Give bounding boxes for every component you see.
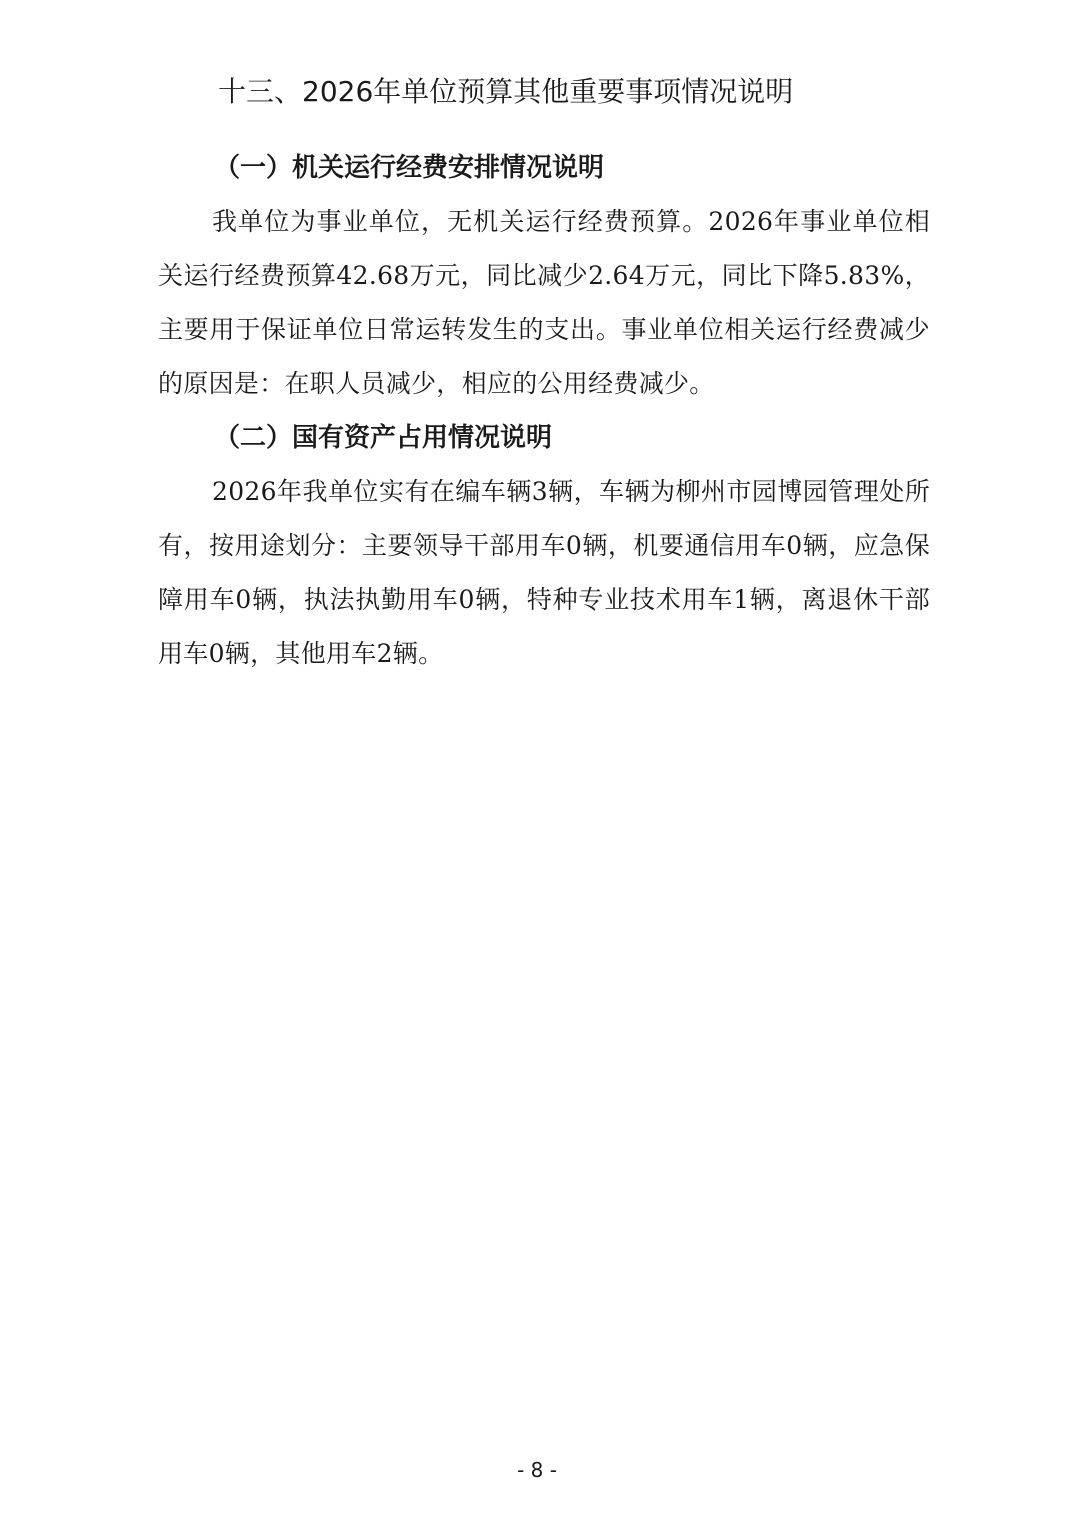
- subsection-heading-state-assets: （二）国有资产占用情况说明: [214, 423, 553, 453]
- paragraph-operating-expenses: 我单位为事业单位，无机关运行经费预算。2026年事业单位相关运行经费预算42.68万元，同比减少2.64万元，同比下降5.83%，主要用于保证单位日常运转发生的支出。事业单位相关运行经费减少的原因是：在职人员减少，相应的公用经费减少。: [158, 207, 930, 398]
- subsection-heading-operating-expenses: （一）机关运行经费安排情况说明: [214, 153, 605, 183]
- paragraph-state-assets: 2026年我单位实有在编车辆3辆，车辆为柳州市园博园管理处所有，按用途划分：主要领导干部用车0辆，机要通信用车0辆，应急保障用车0辆，执法执勤用车0辆，特种专业技术用车1辆，离退休干部用车0辆，其他用车2辆。: [158, 477, 930, 668]
- page-number: - 8 -: [517, 1458, 557, 1482]
- section-title: 十三、2026年单位预算其他重要事项情况说明: [218, 75, 794, 108]
